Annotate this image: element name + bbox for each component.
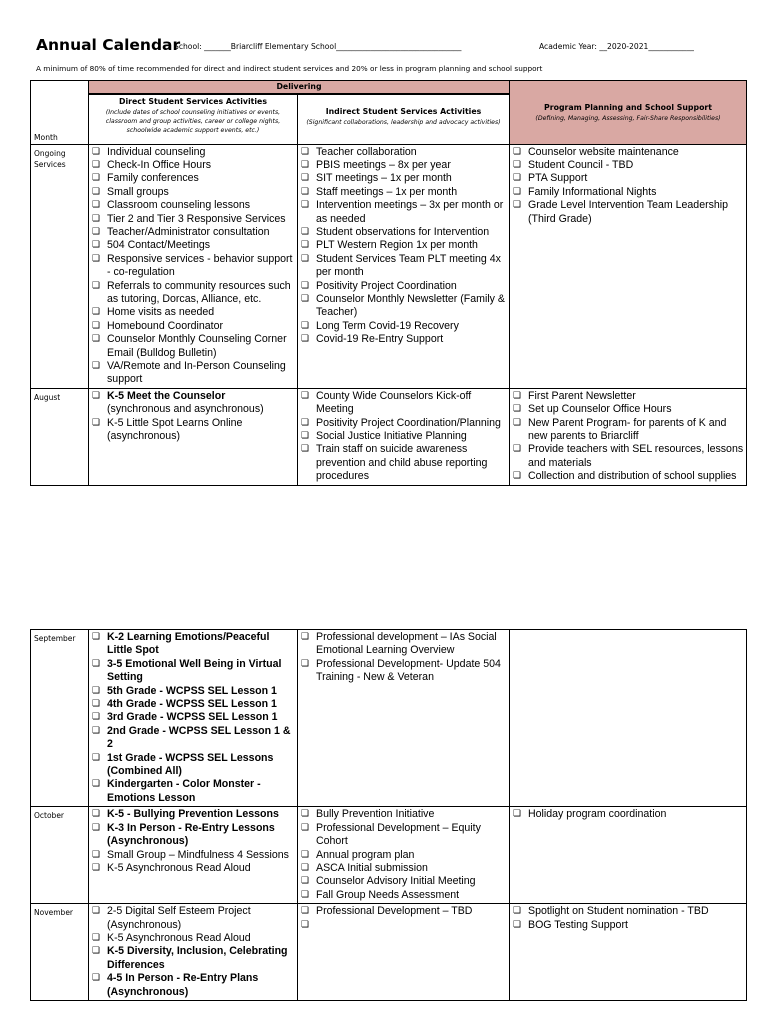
month-cell: November bbox=[31, 904, 89, 1001]
indirect-services-header bbox=[298, 94, 510, 144]
program-activities-list bbox=[510, 630, 746, 632]
activity-item: ❏ Professional Development – Equity Cohort bbox=[301, 822, 507, 849]
academic-year-line: Academic Year: __2020-2021____________ bbox=[539, 42, 694, 51]
activity-item: ❏ Small Group – Mindfulness 4 Sessions bbox=[92, 849, 295, 862]
activity-item: ❏ BOG Testing Support bbox=[513, 919, 744, 932]
school-line: School: _______Briarcliff Elementary School_________________________________ bbox=[174, 42, 462, 51]
calendar-table-bottom bbox=[30, 629, 747, 1001]
direct-services-title: Direct Student Services Activities bbox=[118, 97, 267, 106]
calendar-row-september bbox=[31, 630, 747, 807]
activity-item: ❏ 1st Grade - WCPSS SEL Lessons (Combined All) bbox=[92, 752, 295, 779]
activity-item: ❏ Collection and distribution of school supplies bbox=[513, 470, 744, 483]
activity-item: ❏ Professional development – IAs Social Emotional Learning Overview bbox=[301, 631, 507, 658]
document-header bbox=[36, 36, 736, 56]
activity-item: ❏ Classroom counseling lessons bbox=[92, 199, 295, 212]
activity-item: ❏ Individual counseling bbox=[92, 146, 295, 159]
program-activities-cell bbox=[510, 388, 747, 485]
activity-item bbox=[92, 390, 295, 417]
direct-activities-cell bbox=[89, 144, 298, 388]
activity-item: ❏ Holiday program coordination bbox=[513, 808, 744, 821]
activity-item: ❏ Long Term Covid-19 Recovery bbox=[301, 320, 507, 333]
activity-item: ❏ Small groups bbox=[92, 186, 295, 199]
activity-item: ❏ Counselor Advisory Initial Meeting bbox=[301, 875, 507, 888]
activity-item: ❏ 2-5 Digital Self Esteem Project (Asynchronous) bbox=[92, 905, 295, 932]
activity-item: ❏ Staff meetings – 1x per month bbox=[301, 186, 507, 199]
program-activities-list bbox=[510, 807, 746, 822]
activity-item: ❏ 4th Grade - WCPSS SEL Lesson 1 bbox=[92, 698, 295, 711]
month-column-header: Month bbox=[31, 81, 89, 145]
program-activities-list bbox=[510, 389, 746, 485]
calendar-row-october bbox=[31, 807, 747, 904]
activity-item: ❏ 3rd Grade - WCPSS SEL Lesson 1 bbox=[92, 711, 295, 724]
month-cell: October bbox=[31, 807, 89, 904]
activity-item: ❏ Counselor Monthly Newsletter (Family & Teacher) bbox=[301, 293, 507, 320]
activity-item: ❏ ASCA Initial submission bbox=[301, 862, 507, 875]
activity-item: ❏ 2nd Grade - WCPSS SEL Lesson 1 & 2 bbox=[92, 725, 295, 752]
activity-item: ❏ Homebound Coordinator bbox=[92, 320, 295, 333]
indirect-activities-list bbox=[298, 904, 509, 919]
indirect-services-title: Indirect Student Services Activities bbox=[325, 107, 482, 116]
indirect-activities-list bbox=[298, 807, 509, 903]
program-activities-list bbox=[510, 904, 746, 933]
indirect-activities-cell bbox=[298, 807, 510, 904]
indirect-activities-cell bbox=[298, 144, 510, 388]
month-cell: Ongoing Services bbox=[31, 144, 89, 388]
activity-item: ❏ Referrals to community resources such as tutoring, Dorcas, Alliance, etc. bbox=[92, 280, 295, 307]
activity-item: ❏ Spotlight on Student nomination - TBD bbox=[513, 905, 744, 918]
activity-item-detail: (synchronous and asynchronous) bbox=[107, 403, 264, 416]
direct-activities-list bbox=[89, 904, 297, 1000]
direct-services-header bbox=[89, 94, 298, 144]
activity-item: ❏ Professional Development – TBD bbox=[301, 905, 507, 918]
activity-item: ❏ Responsive services - behavior support - co-regulation bbox=[92, 253, 295, 280]
activity-item: ❏ K-5 Little Spot Learns Online (asynchronous) bbox=[92, 417, 295, 444]
indirect-services-subtitle: (Significant collaborations, leadership and advocacy activities) bbox=[306, 119, 501, 126]
activity-item: ❏ Set up Counselor Office Hours bbox=[513, 403, 744, 416]
calendar-row-august bbox=[31, 388, 747, 485]
program-activities-list bbox=[510, 145, 746, 227]
indirect-activities-cell bbox=[298, 388, 510, 485]
activity-item: ❏ PBIS meetings – 8x per year bbox=[301, 159, 507, 172]
activity-item: ❏ 4-5 In Person - Re-Entry Plans (Asynchronous) bbox=[92, 972, 295, 999]
activity-item: ❏ Student observations for Intervention bbox=[301, 226, 507, 239]
program-activities-cell bbox=[510, 144, 747, 388]
direct-activities-cell bbox=[89, 904, 298, 1001]
direct-activities-list bbox=[89, 389, 297, 445]
calendar-row-november bbox=[31, 904, 747, 1001]
activity-item: ❏ First Parent Newsletter bbox=[513, 390, 744, 403]
delivering-header: Delivering bbox=[89, 81, 510, 95]
program-activities-cell bbox=[510, 904, 747, 1001]
activity-item: ❏ K-5 Asynchronous Read Aloud bbox=[92, 862, 295, 875]
activity-item-title: K-5 Meet the Counselor bbox=[107, 389, 226, 402]
activity-item: ❏ Family conferences bbox=[92, 172, 295, 185]
activity-item: ❏ 504 Contact/Meetings bbox=[92, 239, 295, 252]
activity-item: ❏ Bully Prevention Initiative bbox=[301, 808, 507, 821]
activity-item: ❏ County Wide Counselors Kick-off Meeting bbox=[301, 390, 507, 417]
activity-item: ❏ Professional Development- Update 504 Training - New & Veteran bbox=[301, 658, 507, 685]
indirect-activities-list bbox=[298, 389, 509, 485]
activity-item: ❏ 3-5 Emotional Well Being in Virtual Setting bbox=[92, 658, 295, 685]
activity-item: ❏ Counselor website maintenance bbox=[513, 146, 744, 159]
activity-item: ❏ Counselor Monthly Counseling Corner Email (Bulldog Bulletin) bbox=[92, 333, 295, 360]
direct-activities-list bbox=[89, 807, 297, 876]
direct-activities-cell bbox=[89, 630, 298, 807]
activity-item: ❏ Kindergarten - Color Monster - Emotions Lesson bbox=[92, 778, 295, 805]
activity-item: ❏ Student Services Team PLT meeting 4x per month bbox=[301, 253, 507, 280]
activity-item: ❏ Annual program plan bbox=[301, 849, 507, 862]
activity-item: ❏ Positivity Project Coordination/Planning bbox=[301, 417, 507, 430]
program-activities-cell bbox=[510, 807, 747, 904]
activity-item: ❏ Home visits as needed bbox=[92, 306, 295, 319]
activity-item: ❏ 5th Grade - WCPSS SEL Lesson 1 bbox=[92, 685, 295, 698]
program-planning-header bbox=[510, 81, 747, 145]
activity-item: ❏ Tier 2 and Tier 3 Responsive Services bbox=[92, 213, 295, 226]
activity-item: ❏ K-3 In Person - Re-Entry Lessons (Asynchronous) bbox=[92, 822, 295, 849]
activity-item: ❏ Check-In Office Hours bbox=[92, 159, 295, 172]
activity-item: ❏ Positivity Project Coordination bbox=[301, 280, 507, 293]
activity-item: ❏ VA/Remote and In-Person Counseling support bbox=[92, 360, 295, 387]
activity-item: ❏ Grade Level Intervention Team Leadership (Third Grade) bbox=[513, 199, 744, 226]
indirect-activities-cell bbox=[298, 904, 510, 1001]
activity-item: ❏ Covid-19 Re-Entry Support bbox=[301, 333, 507, 346]
activity-item: ❏ Provide teachers with SEL resources, lessons and materials bbox=[513, 443, 744, 470]
calendar-table-top bbox=[30, 80, 747, 486]
activity-item: ❏ Teacher collaboration bbox=[301, 146, 507, 159]
activity-item: ❏ Social Justice Initiative Planning bbox=[301, 430, 507, 443]
direct-activities-cell bbox=[89, 388, 298, 485]
document-title: Annual Calendar bbox=[36, 36, 181, 54]
month-cell: September bbox=[31, 630, 89, 807]
indirect-activities-list bbox=[298, 145, 509, 348]
activity-item: ❏ K-5 Diversity, Inclusion, Celebrating Differences bbox=[92, 945, 295, 972]
activity-item: ❏ Intervention meetings – 3x per month or as needed bbox=[301, 199, 507, 226]
activity-item: ❏ Student Council - TBD bbox=[513, 159, 744, 172]
activity-item: ❏ Fall Group Needs Assessment bbox=[301, 889, 507, 902]
direct-activities-cell bbox=[89, 807, 298, 904]
activity-item: ❏ SIT meetings – 1x per month bbox=[301, 172, 507, 185]
program-activities-cell bbox=[510, 630, 747, 807]
activity-item: ❏ New Parent Program- for parents of K and new parents to Briarcliff bbox=[513, 417, 744, 444]
direct-activities-list bbox=[89, 145, 297, 388]
activity-item: ❏ PLT Western Region 1x per month bbox=[301, 239, 507, 252]
activity-item: ❏ Teacher/Administrator consultation bbox=[92, 226, 295, 239]
activity-item: ❏ K-2 Learning Emotions/Peaceful Little Spot bbox=[92, 631, 295, 658]
calendar-row-ongoing-services bbox=[31, 144, 747, 388]
activity-item: ❏ K-5 Asynchronous Read Aloud bbox=[92, 932, 295, 945]
indirect-activities-list bbox=[298, 630, 509, 686]
program-planning-title: Program Planning and School Support bbox=[544, 103, 712, 113]
month-cell: August bbox=[31, 388, 89, 485]
indirect-activities-cell bbox=[298, 630, 510, 807]
direct-activities-list bbox=[89, 630, 297, 806]
time-recommendation-note: A minimum of 80% of time recommended for direct and indirect student services and 20% or less in program planning and school support bbox=[36, 64, 543, 73]
activity-item: ❏ K-5 - Bullying Prevention Lessons bbox=[92, 808, 295, 821]
program-planning-subtitle: (Defining, Managing, Assessing, Fair-Share Responsibilities) bbox=[535, 115, 721, 123]
activity-item: ❏ Family Informational Nights bbox=[513, 186, 744, 199]
activity-item: ❏ PTA Support bbox=[513, 172, 744, 185]
activity-item: ❏ Train staff on suicide awareness prevention and child abuse reporting procedures bbox=[301, 443, 507, 483]
direct-services-subtitle: (Include dates of school counseling initiatives or events, classroom and group activities, career or college nights, schoolwide academic support events, etc.) bbox=[105, 109, 281, 134]
